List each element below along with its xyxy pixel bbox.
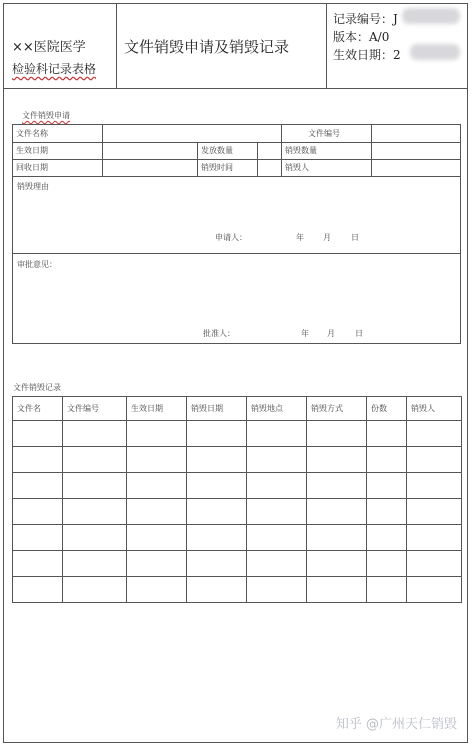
approval-label: 审批意见： (17, 260, 57, 269)
table-cell[interactable] (307, 551, 367, 577)
header-title-cell (116, 4, 327, 88)
issued-qty-value[interactable] (258, 142, 282, 159)
destroy-qty-value[interactable] (372, 142, 460, 159)
file-no-label: 文件编号 (282, 125, 372, 142)
table-cell[interactable] (307, 577, 367, 603)
date-month: 月 (323, 233, 331, 242)
approval-block[interactable] (13, 254, 460, 343)
col-destroyer: 销毁人 (407, 397, 462, 421)
col-destroy-date: 销毁日期 (187, 397, 247, 421)
date-month: 月 (327, 329, 335, 338)
table-cell[interactable] (407, 577, 462, 603)
redaction-blur (402, 8, 460, 24)
col-destroy-place: 销毁地点 (247, 397, 307, 421)
table-cell[interactable] (187, 499, 247, 525)
table-cell[interactable] (63, 525, 127, 551)
table-cell[interactable] (367, 525, 407, 551)
table-cell[interactable] (367, 551, 407, 577)
table-cell[interactable] (63, 473, 127, 499)
table-cell[interactable] (187, 447, 247, 473)
destruction-records-table (12, 396, 462, 603)
table-cell[interactable] (367, 421, 407, 447)
table-cell[interactable] (307, 525, 367, 551)
form-page (3, 3, 468, 743)
effective-date: 生效日期：2 (333, 48, 401, 62)
destroyer-value[interactable] (372, 159, 460, 176)
application-row (13, 159, 460, 177)
table-row (13, 473, 462, 499)
application-table (12, 124, 461, 344)
table-cell[interactable] (63, 499, 127, 525)
effective-date-value[interactable] (103, 142, 198, 159)
col-file-name: 文件名 (13, 397, 63, 421)
table-cell[interactable] (13, 421, 63, 447)
watermark: 知乎 @广州天仁销毁 (335, 717, 457, 732)
table-cell[interactable] (127, 551, 187, 577)
table-cell[interactable] (13, 525, 63, 551)
table-cell[interactable] (187, 577, 247, 603)
table-cell[interactable] (247, 447, 307, 473)
table-cell[interactable] (307, 447, 367, 473)
redaction-blur (410, 44, 460, 60)
reason-label: 销毁理由 (17, 182, 49, 191)
file-name-value[interactable] (103, 125, 282, 142)
reason-block[interactable] (13, 176, 460, 254)
org-name: ××医院医学 (12, 40, 86, 55)
table-cell[interactable] (307, 473, 367, 499)
table-cell[interactable] (63, 447, 127, 473)
table-cell[interactable] (407, 499, 462, 525)
applicant-label: 申请人： (215, 233, 247, 242)
col-copies: 份数 (367, 397, 407, 421)
table-cell[interactable] (247, 421, 307, 447)
version: 版本：A/0 (333, 30, 390, 44)
table-cell[interactable] (367, 577, 407, 603)
destroy-qty-label: 销毁数量 (282, 142, 372, 159)
table-cell[interactable] (13, 551, 63, 577)
header-org-cell (4, 4, 117, 88)
application-section-label: 文件销毁申请 (22, 111, 70, 120)
records-section-label: 文件销毁记录 (13, 383, 61, 392)
destroy-time-value[interactable] (258, 159, 282, 176)
application-row (13, 125, 460, 143)
table-row (13, 447, 462, 473)
table-cell[interactable] (367, 473, 407, 499)
col-effective-date: 生效日期 (127, 397, 187, 421)
date-day: 日 (351, 233, 359, 242)
table-cell[interactable] (63, 577, 127, 603)
table-cell[interactable] (407, 551, 462, 577)
table-cell[interactable] (407, 525, 462, 551)
col-file-no: 文件编号 (63, 397, 127, 421)
approver-label: 批准人： (203, 329, 235, 338)
table-cell[interactable] (247, 525, 307, 551)
table-cell[interactable] (127, 525, 187, 551)
issued-qty-label: 发放数量 (198, 142, 258, 159)
table-row (13, 577, 462, 603)
table-cell[interactable] (127, 577, 187, 603)
record-number: 记录编号：J (333, 12, 398, 26)
recall-date-label: 回收日期 (13, 159, 103, 176)
table-cell[interactable] (367, 447, 407, 473)
table-cell[interactable] (187, 551, 247, 577)
effective-date-label: 生效日期 (13, 142, 103, 159)
table-header-row (13, 397, 462, 421)
table-cell[interactable] (407, 447, 462, 473)
table-row (13, 421, 462, 447)
table-row (13, 525, 462, 551)
application-row (13, 142, 460, 160)
table-cell[interactable] (63, 551, 127, 577)
table-cell[interactable] (407, 421, 462, 447)
table-cell[interactable] (127, 499, 187, 525)
recall-date-value[interactable] (103, 159, 198, 176)
table-cell[interactable] (247, 473, 307, 499)
col-destroy-method: 销毁方式 (307, 397, 367, 421)
table-row (13, 551, 462, 577)
table-cell[interactable] (367, 499, 407, 525)
date-day: 日 (355, 329, 363, 338)
table-cell[interactable] (13, 577, 63, 603)
table-cell[interactable] (63, 421, 127, 447)
table-cell[interactable] (127, 421, 187, 447)
header-meta-cell (326, 4, 467, 88)
table-cell[interactable] (187, 421, 247, 447)
table-cell[interactable] (247, 499, 307, 525)
table-cell[interactable] (13, 499, 63, 525)
file-no-value[interactable] (372, 125, 460, 142)
table-cell[interactable] (307, 421, 367, 447)
form-header (4, 4, 467, 89)
date-year: 年 (296, 233, 304, 242)
table-cell[interactable] (187, 473, 247, 499)
table-cell[interactable] (407, 473, 462, 499)
table-cell[interactable] (187, 525, 247, 551)
table-row (13, 499, 462, 525)
dept-form-name: 检验科记录表格 (12, 62, 97, 76)
table-cell[interactable] (307, 499, 367, 525)
table-cell[interactable] (127, 447, 187, 473)
destroy-time-label: 销毁时间 (198, 159, 258, 176)
table-cell[interactable] (247, 577, 307, 603)
table-cell[interactable] (13, 473, 63, 499)
table-cell[interactable] (127, 473, 187, 499)
file-name-label: 文件名称 (13, 125, 103, 142)
table-cell[interactable] (13, 447, 63, 473)
table-cell[interactable] (247, 551, 307, 577)
date-year: 年 (301, 329, 309, 338)
page-title: 文件销毁申请及销毁记录 (124, 38, 290, 56)
destroyer-label: 销毁人 (282, 159, 372, 176)
